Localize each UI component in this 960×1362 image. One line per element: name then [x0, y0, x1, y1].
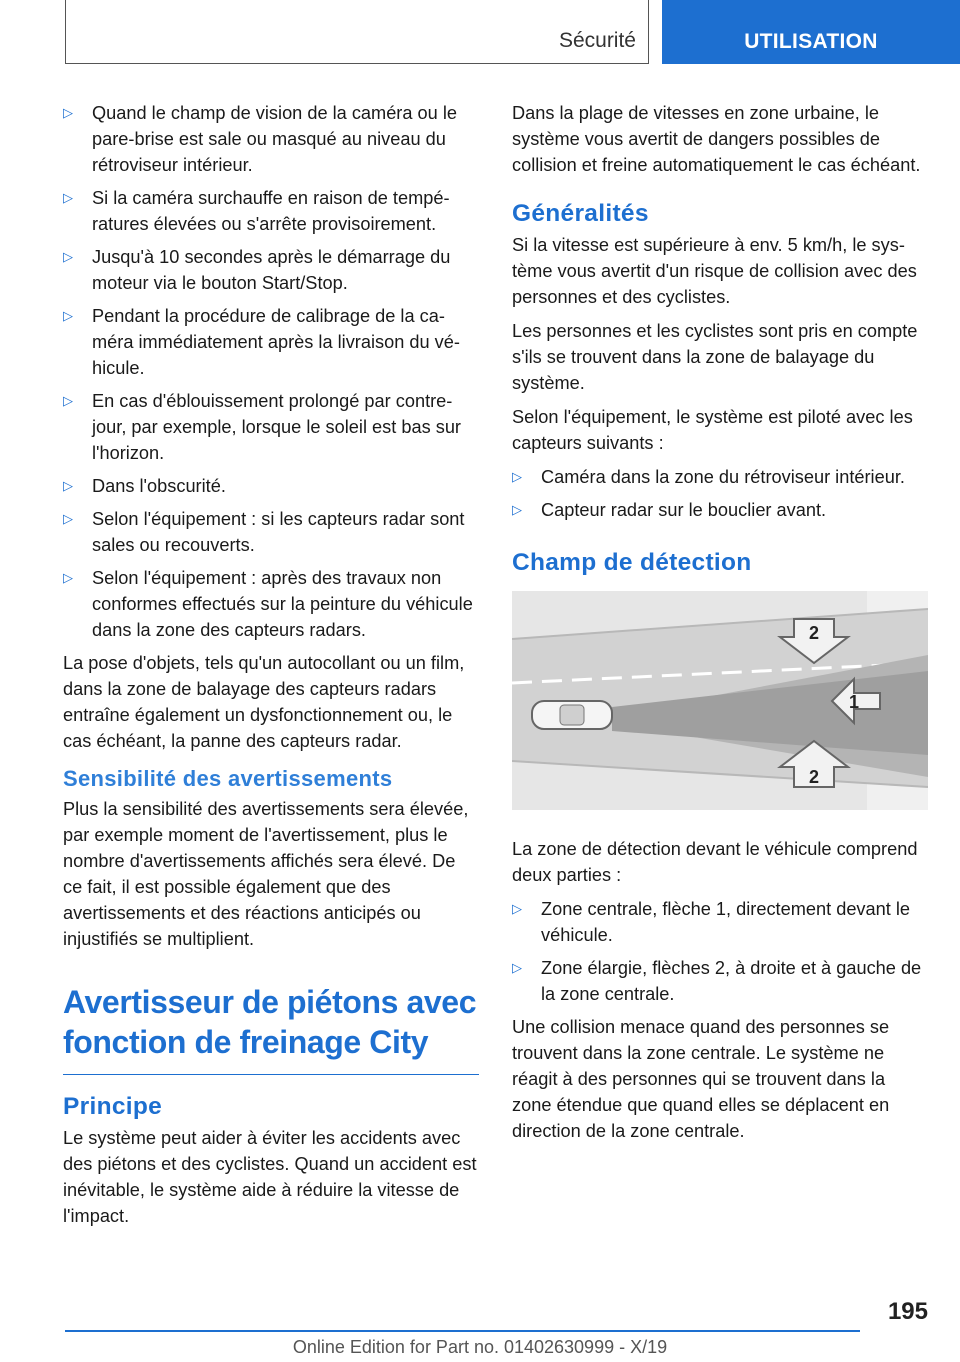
left-column	[63, 100, 479, 1237]
arrow-label-bottom: 2	[808, 767, 820, 787]
list-item: ▷ Selon l'équipement : après des travaux non conformes effectués sur la peinture du véhicule dans la zone des capteurs radars.	[63, 565, 479, 643]
triangle-bullet-icon: ▷	[63, 570, 73, 585]
condition-list	[63, 100, 479, 643]
zone-paragraph: La zone de détection devant le véhicule comprend deux parties :	[512, 839, 918, 885]
triangle-bullet-icon: ▷	[512, 502, 522, 517]
chapter-heading: Avertisseur de piétons avec fonction de freinage City	[63, 982, 479, 1075]
list-item: ▷ Quand le champ de vision de la caméra ou le pare-brise est sale ou masqué au niveau du rétroviseur intérieur.	[63, 100, 479, 178]
list-item: ▷ Dans l'obscurité.	[63, 473, 479, 499]
city-paragraph: Dans la plage de vitesses en zone urbaine, le système vous avertit de dangers possibles de collision et freine automatiquement le cas échéant.	[512, 103, 921, 175]
footer-edition: Online Edition for Part no. 01402630999 - X/19	[292, 1337, 668, 1357]
car-windshield	[560, 705, 584, 725]
triangle-bullet-icon: ▷	[512, 469, 522, 484]
arrow-label-top: 2	[808, 623, 820, 643]
collision-paragraph: Une collision menace quand des personnes se trouvent dans la zone centrale. Le système ne réagit à des personnes qui se trouvent dans la zone étendue que quand elles se déplacent en direction de la zone centrale.	[512, 1017, 890, 1141]
list-item: ▷ Selon l'équipement : si les capteurs radar sont sales ou recouverts.	[63, 506, 479, 558]
triangle-bullet-icon: ▷	[63, 308, 73, 323]
general-heading: Généralités	[512, 200, 649, 227]
list-item: ▷ Caméra dans la zone du rétroviseur intérieur.	[512, 464, 928, 490]
list-item: ▷ Pendant la procédure de calibrage de la caméra immédiatement après la livraison du véhicule.	[63, 303, 479, 381]
triangle-bullet-icon: ▷	[63, 393, 73, 408]
list-item: ▷ Capteur radar sur le bouclier avant.	[512, 497, 928, 523]
detection-field-heading: Champ de détection	[512, 549, 752, 576]
header-chapter-tab: UTILISATION	[662, 0, 960, 64]
sensitivity-paragraph: Plus la sensibilité des avertissements sera élevée, par exemple moment de l'avertissement, plus le nombre d'avertissements affichés sera élevé. De ce fait, il est possible également que des avertissements et des réactions anticipés ou injustifiés se multiplient.	[63, 799, 469, 949]
principle-paragraph: Le système peut aider à éviter les accidents avec des piétons et des cyclistes. Quand un accident est inévitable, le système aide à réduire la vitesse de l'impact.	[63, 1128, 477, 1226]
triangle-bullet-icon: ▷	[63, 105, 73, 120]
detection-field-svg	[512, 591, 928, 810]
triangle-bullet-icon: ▷	[63, 249, 73, 264]
sensor-list	[512, 464, 928, 523]
list-item: ▷ Zone centrale, flèche 1, directement devant le véhicule.	[512, 896, 928, 948]
triangle-bullet-icon: ▷	[512, 901, 522, 916]
sensitivity-heading: Sensibilité des avertissements	[63, 766, 393, 791]
triangle-bullet-icon: ▷	[63, 190, 73, 205]
arrow-label-center: 1	[848, 692, 860, 712]
triangle-bullet-icon: ▷	[512, 960, 522, 975]
triangle-bullet-icon: ▷	[63, 511, 73, 526]
general-paragraph-1: Si la vitesse est supérieure à env. 5 km/h, le système vous avertit d'un risque de collision avec des personnes et des cyclistes.	[512, 235, 917, 307]
list-item: ▷ Si la caméra surchauffe en raison de températures élevées ou s'arrête provisoirement.	[63, 185, 479, 237]
zone-list	[512, 896, 928, 1007]
header-section-title: Sécurité	[558, 29, 636, 52]
list-item: ▷ En cas d'éblouissement prolongé par contre-jour, par exemple, lorsque le soleil est bas sur l'horizon.	[63, 388, 479, 466]
triangle-bullet-icon: ▷	[63, 478, 73, 493]
list-item: ▷ Zone élargie, flèches 2, à droite et à gauche de la zone centrale.	[512, 955, 928, 1007]
footer-divider	[65, 1330, 860, 1332]
stickers-paragraph: La pose d'objets, tels qu'un autocollant ou un film, dans la zone de balayage des capteurs radars entraîne également un dysfonctionnement ou, le cas échéant, la panne des capteurs radar.	[63, 653, 465, 751]
general-paragraph-3: Selon l'équipement, le système est piloté avec les capteurs suivants :	[512, 407, 913, 453]
detection-field-illustration	[512, 591, 928, 810]
list-item: ▷ Jusqu'à 10 secondes après le démarrage du moteur via le bouton Start/Stop.	[63, 244, 479, 296]
header-section-box	[65, 0, 649, 64]
general-paragraph-2: Les personnes et les cyclistes sont pris en compte s'ils se trouvent dans la zone de balayage du système.	[512, 321, 918, 393]
principle-heading: Principe	[63, 1093, 163, 1120]
page-number: 195	[887, 1298, 928, 1325]
right-column	[512, 100, 928, 1152]
